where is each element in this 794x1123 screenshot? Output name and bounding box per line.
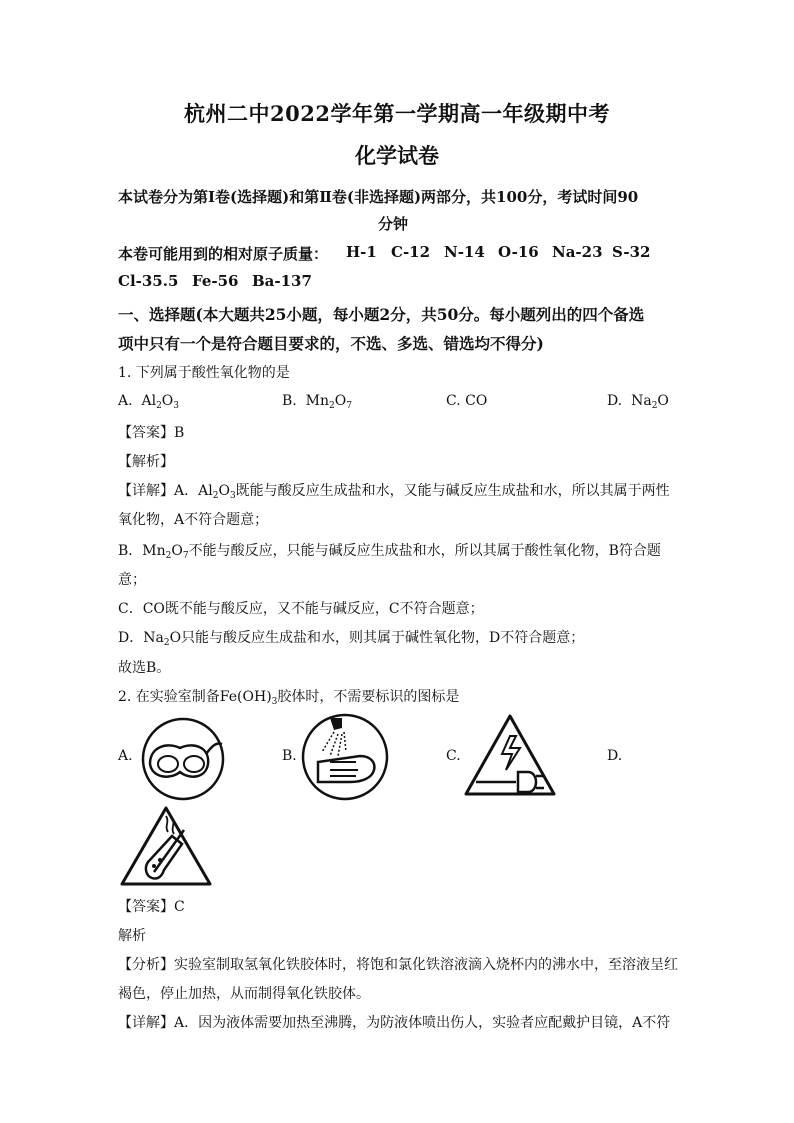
atomic-mass: Cl-35.5 [118, 272, 179, 290]
exam-subtitle: 化学试卷 [355, 143, 439, 168]
atomic-mass: N-14 [444, 243, 485, 261]
q1-detail-d: D．$Na_2O$只能与酸反应生成盐和水，则其属于碱性氧化物，D不符合题意； [118, 630, 585, 648]
q2-option-d-label: D. [607, 748, 623, 764]
q1-detail-a-2: 氧化物，A不符合题意； [118, 512, 269, 528]
q2-fenxi-2: 褐色，停止加热，从而制得氧化铁胶体。 [118, 986, 370, 1002]
q2-option-a-label: A. [118, 748, 133, 764]
electric-hazard-icon [462, 712, 558, 800]
q1-option-c: C. CO [446, 393, 488, 409]
intro-line-1b: 分钟 [378, 215, 409, 233]
q1-analysis: 【解析】 [118, 454, 174, 470]
formula-mn2o7: $Mn_2O_7$ [301, 393, 352, 411]
q1-option-d: D. $Na_2O$ [607, 393, 669, 411]
q2-option-c-label: C. [446, 748, 461, 764]
atomic-mass: Ba-137 [252, 272, 312, 290]
q1-detail-c: C．CO既不能与酸反应，又不能与碱反应，C不符合题意； [118, 601, 484, 617]
question-1-stem: 1. 下列属于酸性氧化物的是 [118, 365, 290, 381]
atomic-mass: O-16 [498, 243, 539, 261]
atomic-mass: C-12 [391, 243, 431, 261]
wash-hands-icon [300, 712, 390, 802]
q1-answer: 【答案】B [118, 425, 185, 441]
q2-option-b-label: B. [282, 748, 297, 764]
q2-fenxi: 【分析】实验室制取氢氧化铁胶体时，将饱和氯化铁溶液滴入烧杯内的沸水中，至溶液呈红 [118, 957, 678, 973]
exam-title: 杭州二中2022学年第一学期高一年级期中考 [184, 101, 610, 126]
q1-conclusion: 故选B。 [118, 660, 171, 676]
q2-answer: 【答案】C [118, 899, 185, 915]
question-2-stem: 2. 在实验室制备$Fe(OH)_3$胶体时，不需要标识的图标是 [118, 689, 460, 707]
q1-detail-b: B．$Mn_2O_7$不能与酸反应，只能与碱反应生成盐和水，所以其属于酸性氧化物，B符合题 [118, 543, 661, 561]
atomic-mass: Fe-56 [192, 272, 239, 290]
q1-detail-b-2: 意； [118, 572, 146, 588]
formula-na2o: $Na_2O$ [626, 393, 669, 411]
q2-detail: 【详解】A．因为液体需要加热至沸腾，为防液体喷出伤人，实验者应配戴护目镜，A不符 [118, 1015, 671, 1031]
intro-line-2-label: 本卷可能用到的相对原子质量： [118, 245, 329, 263]
goggles-icon [140, 716, 226, 802]
section-1-heading: 一、选择题(本大题共25小题，每小题2分，共50分。每小题列出的四个备选 [118, 305, 645, 324]
hot-test-tube-icon [118, 804, 214, 890]
q1-option-b: B. $Mn_2O_7$ [282, 393, 352, 411]
q1-option-a: A. $Al_2O_3$ [118, 393, 180, 411]
intro-line-1: 本试卷分为第Ⅰ卷(选择题)和第Ⅱ卷(非选择题)两部分，共100分，考试时间90 [118, 188, 639, 206]
atomic-mass: H-1 [346, 243, 377, 261]
q1-detail-a: 【详解】A．$Al_2O_3$既能与酸反应生成盐和水，又能与碱反应生成盐和水，所以其属于两性 [118, 483, 670, 501]
atomic-mass: S-32 [612, 243, 651, 261]
atomic-mass: Na-23 [552, 243, 603, 261]
q2-analysis: 解析 [118, 928, 146, 944]
section-1-heading-2: 项中只有一个是符合题目要求的，不选、多选、错选均不得分) [118, 334, 544, 353]
formula-al2o3: $Al_2O_3$ [137, 393, 180, 411]
